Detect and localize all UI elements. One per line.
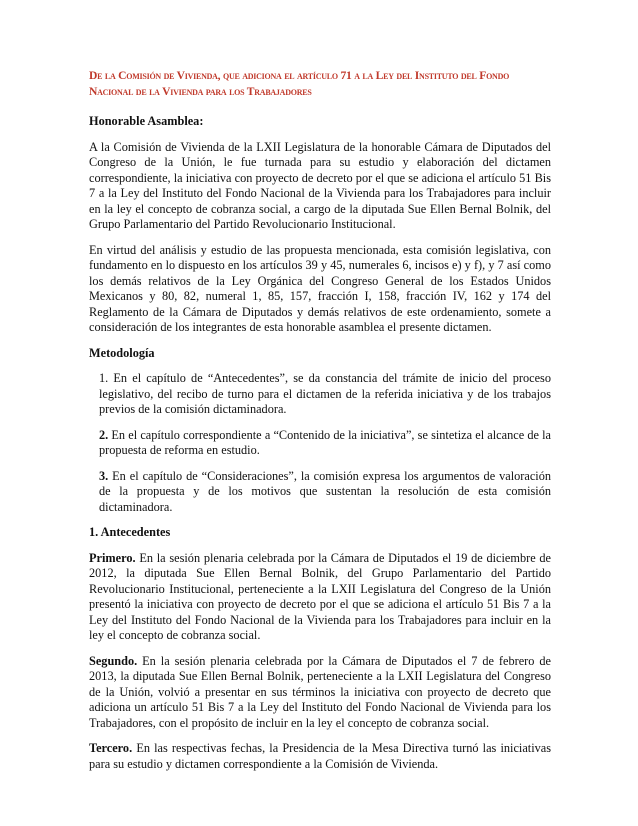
item-number: 2. bbox=[99, 427, 109, 442]
antecedente-label: Primero. bbox=[89, 550, 136, 565]
antecedente-item bbox=[89, 654, 551, 732]
item-text: En el capítulo de “Consideraciones”, la comisión expresa los argumentos de valoración de la propuesta y de los motivos que sustentan la resolución de esta comisión dictaminadora. bbox=[99, 468, 551, 514]
antecedente-item bbox=[89, 741, 551, 772]
methodology-item bbox=[99, 371, 551, 418]
intro-paragraph: En virtud del análisis y estudio de las propuesta mencionada, esta comisión legislativa, con fundamento en lo dispuesto en los artículos 39 y 45, numerales 6, incisos e) y f), y 7 así como los demás relativos de la Ley Orgánica del Congreso General de los Estados Unidos Mexicanos y 80, 82, numeral 1, 85, 157, fracción I, 158, fracción IV, 162 y 174 del Reglamento de la Cámara de Diputados y demás relativos de este ordenamiento, somete a consideración de los integrantes de esta honorable asamblea el presente dictamen. bbox=[89, 242, 551, 334]
antecedentes-heading: 1. Antecedentes bbox=[89, 525, 171, 539]
intro-paragraph: A la Comisión de Vivienda de la LXII Legislatura de la honorable Cámara de Diputados del Congreso de la Unión, le fue turnada para su estudio y elaboración del dictamen correspondiente, la iniciativa con proyecto de decreto por el que se adiciona el artículo 51 Bis 7 a la Ley del Instituto del Fondo Nacional de la Vivienda para los Trabajadores para incluir en la ley el concepto de cobranza social, a cargo de la diputada Sue Ellen Bernal Bolnik, del Grupo Parlamentario del Partido Revolucionario Institucional. bbox=[89, 139, 551, 231]
item-number: 1. bbox=[99, 371, 109, 385]
document-title: De la Comisión de Vivienda, que adiciona el artículo 71 a la Ley del Instituto del Fondo Nacional de la Vivienda para los Trabajadores bbox=[89, 69, 510, 98]
antecedente-text: En las respectivas fechas, la Presidencia de la Mesa Directiva turnó las iniciativas para su estudio y dictamen correspondiente a la Comisión de Vivienda. bbox=[89, 741, 552, 771]
item-text: En el capítulo de “Antecedentes”, se da constancia del trámite de inicio del proceso legislativo, del recibo de turno para el dictamen de la referida iniciativa y de los trabajos previos de la comisión dictaminadora. bbox=[99, 371, 551, 416]
salutation: Honorable Asamblea: bbox=[89, 114, 204, 128]
antecedente-text: En la sesión plenaria celebrada por la Cámara de Diputados el 19 de diciembre de 2012, la diputada Sue Ellen Bernal Bolnik, del Grupo Parlamentario del Partido Revolucionario Institucional, perteneciente a la LXII Legislatura del Congreso de la Unión presentó la iniciativa con proyecto de decreto por el que se adiciona el artículo 51 Bis 7 a la Ley del Instituto del Fondo Nacional de la Vivienda para los Trabajadores para incluir en la ley el concepto de cobranza social. bbox=[89, 550, 552, 642]
methodology-item bbox=[99, 428, 551, 459]
antecedente-label: Segundo. bbox=[89, 653, 138, 668]
antecedente-label: Tercero. bbox=[89, 741, 133, 755]
item-number: 3. bbox=[99, 468, 109, 483]
methodology-heading: Metodología bbox=[89, 345, 155, 360]
methodology-item bbox=[99, 469, 551, 516]
antecedente-text: En la sesión plenaria celebrada por la Cámara de Diputados el 7 de febrero de 2013, la diputada Sue Ellen Bernal Bolnik, perteneciente a la LXII Legislatura del Congreso de la Unión, volvió a presentar en sus términos la iniciativa con proyecto de decreto que adiciona un artículo 51 Bis 7 a la Ley del Instituto del Fondo Nacional de Vivienda para los Trabajadores, con el propósito de incluir en la ley el concepto de cobranza social. bbox=[89, 653, 552, 730]
item-text: En el capítulo correspondiente a “Contenido de la iniciativa”, se sintetiza el alcance de la propuesta de reforma en estudio. bbox=[99, 427, 551, 457]
antecedente-item bbox=[89, 551, 551, 644]
methodology-list bbox=[89, 371, 551, 515]
document-page bbox=[89, 68, 551, 782]
